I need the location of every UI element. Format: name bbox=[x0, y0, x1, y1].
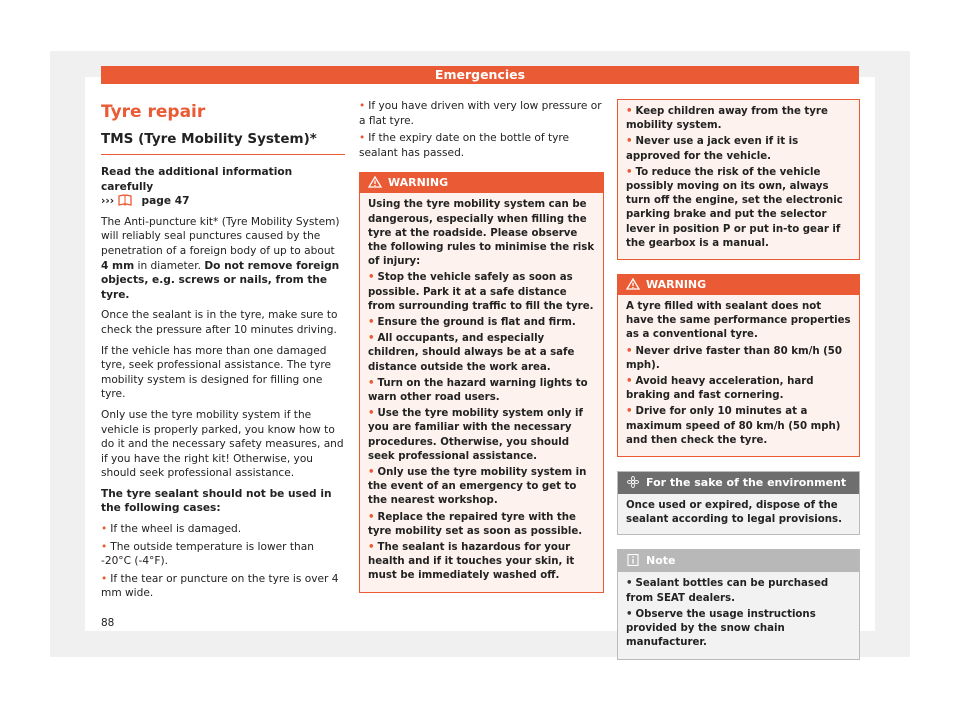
book-icon bbox=[118, 194, 132, 206]
list-item: • Turn on the hazard warning lights to warn other road users. bbox=[368, 377, 588, 404]
list-item: • Never drive faster than 80 km/h (50 mph). bbox=[626, 345, 842, 371]
p1-text-b: in diameter. bbox=[134, 259, 205, 272]
list-item: • To reduce the risk of the vehicle possibly moving on its own, always turn off the engine, set the electronic parking brake and put the selector lever in position P or put in-to gear if the gearbox is a manual. bbox=[626, 166, 843, 249]
list-item: • Only use the tyre mobility system in the event of an emergency to get to the nearest workshop. bbox=[368, 467, 587, 507]
section-subtitle: TMS (Tyre Mobility System)* bbox=[101, 131, 345, 155]
read-info-text: Read the additional information carefully bbox=[101, 166, 293, 193]
list-item: • Sealant bottles can be purchased from SEAT dealers. bbox=[626, 578, 829, 604]
list-item: • Drive for only 10 minutes at a maximum speed of 80 km/h (50 mph) and then check the tyre. bbox=[626, 406, 841, 446]
read-ref-link[interactable]: page 47 bbox=[141, 195, 190, 208]
p1-bold: Do not remove foreign objects, e.g. screws or nails, from the tyre. bbox=[101, 259, 340, 301]
note-content bbox=[618, 572, 859, 659]
list-item: • Use the tyre mobility system only if you are familiar with the necessary procedures. Otherwise, you should seek professional assistance. bbox=[368, 408, 583, 462]
warning-content bbox=[618, 295, 859, 456]
paragraph-1 bbox=[101, 215, 345, 303]
column-3 bbox=[617, 99, 860, 660]
note-title: Note bbox=[646, 554, 676, 568]
warning-title: WARNING bbox=[646, 278, 707, 292]
note-header bbox=[618, 550, 859, 572]
warning-header bbox=[360, 173, 603, 193]
list-item: • The outside temperature is lower than -20°C (-4°F). bbox=[101, 540, 314, 568]
list-item: • Stop the vehicle safely as soon as possible. Park it at a safe distance from surrounding traffic to fill the tyre. bbox=[368, 272, 594, 312]
warning-icon bbox=[626, 278, 640, 290]
list-item: • If the wheel is damaged. bbox=[101, 523, 242, 536]
cases-heading: The tyre sealant should not be used in the following cases: bbox=[101, 487, 332, 515]
list-item: • Never use a jack even if it is approved for the vehicle. bbox=[626, 136, 799, 162]
list-item: • Ensure the ground is flat and firm. bbox=[368, 317, 576, 328]
warning-box bbox=[359, 172, 604, 592]
note-box bbox=[617, 549, 860, 660]
list-item: • If the expiry date on the bottle of tyre sealant has passed. bbox=[359, 132, 570, 159]
paragraph-4: Only use the tyre mobility system if the vehicle is properly parked, you know how to do it and the necessary safety measures, and if you have the right kit! Otherwise, you should seek professional assistance. bbox=[101, 408, 344, 480]
page-number: 88 bbox=[101, 617, 115, 629]
list-item: • Avoid heavy acceleration, hard braking and fast cornering. bbox=[626, 376, 814, 402]
environment-title: For the sake of the environment bbox=[646, 476, 847, 490]
list-item: • Replace the repaired tyre with the tyre mobility set as soon as possible. bbox=[368, 511, 583, 537]
warning-icon bbox=[368, 176, 382, 188]
environment-content: Once used or expired, dispose of the sealant according to legal provisions. bbox=[626, 500, 842, 526]
column-1 bbox=[101, 99, 345, 604]
flower-icon bbox=[626, 476, 640, 488]
list-item: • The sealant is hazardous for your health and if it touches your skin, it must be immediately washed off. bbox=[368, 542, 575, 582]
warning-header bbox=[618, 275, 859, 295]
warning-box-2 bbox=[617, 274, 860, 457]
warning-intro: Using the tyre mobility system can be dangerous, especially when filling the tyre at the roadside. Please observe the following rules to minimise the risk of injury: bbox=[368, 199, 595, 268]
list-item: • Observe the usage instructions provided by the snow chain manufacturer. bbox=[626, 608, 816, 649]
list-item: • If the tear or puncture on the tyre is over 4 mm wide. bbox=[101, 572, 339, 600]
read-info bbox=[101, 165, 345, 209]
warning-continued-content bbox=[618, 100, 859, 259]
p1-text-a: The Anti-puncture kit* (Tyre Mobility System) will reliably seal punctures caused by the penetration of a foreign body of up to about bbox=[101, 215, 340, 257]
list-item: • If you have driven with very low pressure or a flat tyre. bbox=[359, 100, 602, 127]
warning-intro: A tyre filled with sealant does not have the same performance properties as a conventional tyre. bbox=[626, 301, 851, 341]
environment-header bbox=[618, 472, 859, 494]
warning-continued-box bbox=[617, 99, 860, 260]
environment-box bbox=[617, 471, 860, 535]
section-header: Emergencies bbox=[101, 66, 859, 84]
paragraph-3: If the vehicle has more than one damaged tyre, seek professional assistance. The tyre mobility system is designed for filling one tyre. bbox=[101, 344, 331, 401]
list-item: • All occupants, and especially children, should always be at a safe distance outside the work area. bbox=[368, 333, 575, 373]
info-icon bbox=[626, 554, 640, 566]
p1-mm: 4 mm bbox=[101, 259, 135, 272]
warning-content bbox=[360, 193, 603, 591]
ref-arrows: ››› bbox=[101, 195, 115, 208]
paragraph-2: Once the sealant is in the tyre, make sure to check the pressure after 10 minutes driving. bbox=[101, 309, 338, 336]
list-item: • Keep children away from the tyre mobility system. bbox=[626, 106, 828, 132]
column-2 bbox=[359, 99, 604, 593]
warning-title: WARNING bbox=[388, 176, 449, 190]
page-title: Tyre repair bbox=[101, 102, 206, 122]
